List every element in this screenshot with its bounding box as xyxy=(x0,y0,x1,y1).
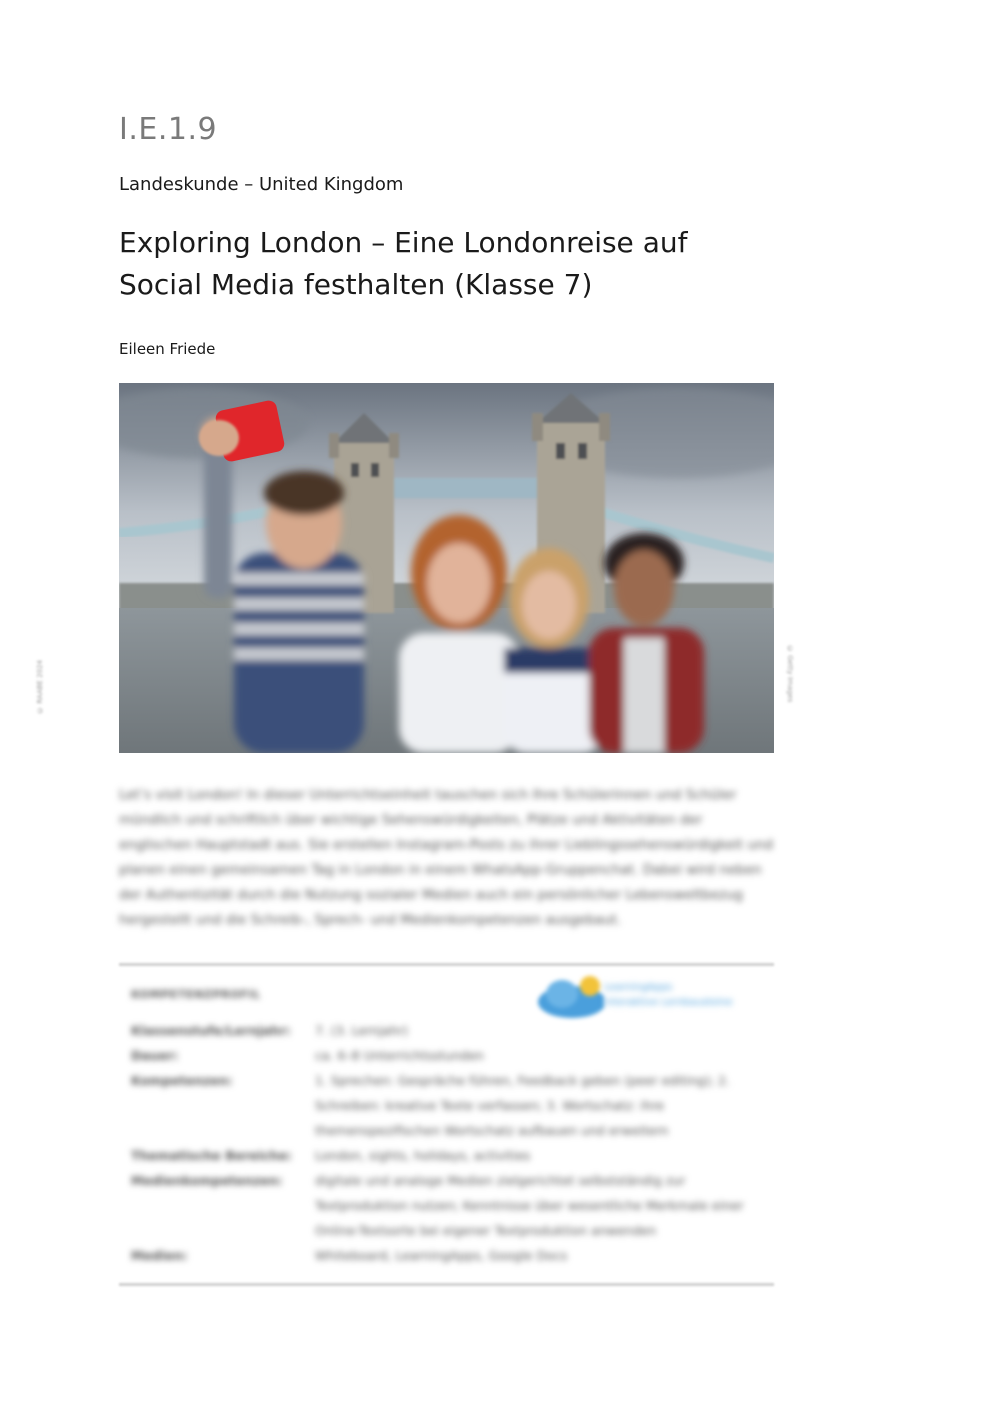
info-value: 1. Sprechen: Gespräche führen, Feedback geben (peer editing); 2. Schreiben: kreative Texte verfassen; 3. Wortschatz: ihre themenspezifischen Wortschatz aufbauen und erweitern xyxy=(315,1073,730,1138)
info-row xyxy=(131,1168,751,1243)
learningapps-logo xyxy=(534,974,774,1020)
competence-table xyxy=(131,1018,751,1268)
selfie-photo-icon xyxy=(119,383,774,753)
info-label: Kompetenzen: xyxy=(131,1073,233,1088)
info-row xyxy=(131,1018,751,1043)
info-value: ca. 6–8 Unterrichtsstunden xyxy=(315,1048,484,1063)
image-credit-right: © Getty Images xyxy=(786,645,794,703)
document-code: I.E.1.9 xyxy=(119,112,218,147)
bottom-divider xyxy=(119,1283,774,1286)
info-row xyxy=(131,1043,751,1068)
info-label: Thematische Bereiche: xyxy=(131,1148,292,1163)
info-row xyxy=(131,1143,751,1168)
competence-heading: KOMPETENZPROFIL xyxy=(131,988,261,1001)
info-value: digitale und analoge Medien zielgerichtet selbstständig zur Textproduktion nutzen; Kenntnisse über wesentliche Merkmale einer Online-Textsorte bei eigener Textproduktion anwenden xyxy=(315,1173,744,1238)
info-row xyxy=(131,1243,751,1268)
abstract-text: Let’s visit London! In dieser Unterrichtseinheit tauschen sich Ihre Schülerinnen und Schüler mündlich und schriftlich über wichtige Sehenswürdigkeiten, Plätze und Aktivitäten der englischen Hauptstadt aus. Sie erstellen Instagram-Posts zu ihrer Lieblingssehenswürdigkeit und planen einen gemeinsamen Tag in London in einem WhatsApp-Gruppenchat. Dabei wird neben der Authentizität durch die Nutzung sozialer Medien auch ein persönlicher Lebensweltbezug hergestellt und die Schreib-, Sprech- und Medienkompetenzen ausgebaut. xyxy=(119,787,774,928)
info-label: Medienkompetenzen: xyxy=(131,1173,283,1188)
cloud-logo-icon xyxy=(534,974,604,1020)
info-row xyxy=(131,1068,751,1143)
info-value: Whiteboard, LearningApps, Google Docs xyxy=(315,1248,568,1263)
document-title: Exploring London – Eine Londonreise auf Social Media festhalten (Klasse 7) xyxy=(119,226,688,301)
info-value: London, sights, holidays, activities xyxy=(315,1148,531,1163)
info-label: Klassenstufe/Lernjahr: xyxy=(131,1023,291,1038)
top-divider xyxy=(119,963,774,966)
info-value: 7. (3. Lernjahr) xyxy=(315,1023,409,1038)
image-credit-left: © RAABE 2024 xyxy=(36,660,44,714)
logo-text-line2: Interaktive Lernbausteine xyxy=(604,997,733,1008)
info-label: Dauer: xyxy=(131,1048,179,1063)
logo-text-line1: LearningApps xyxy=(604,982,673,993)
hero-photo xyxy=(119,383,774,753)
info-label: Medien: xyxy=(131,1248,188,1263)
category-label: Landeskunde – United Kingdom xyxy=(119,174,404,195)
author-name: Eileen Friede xyxy=(119,340,216,358)
